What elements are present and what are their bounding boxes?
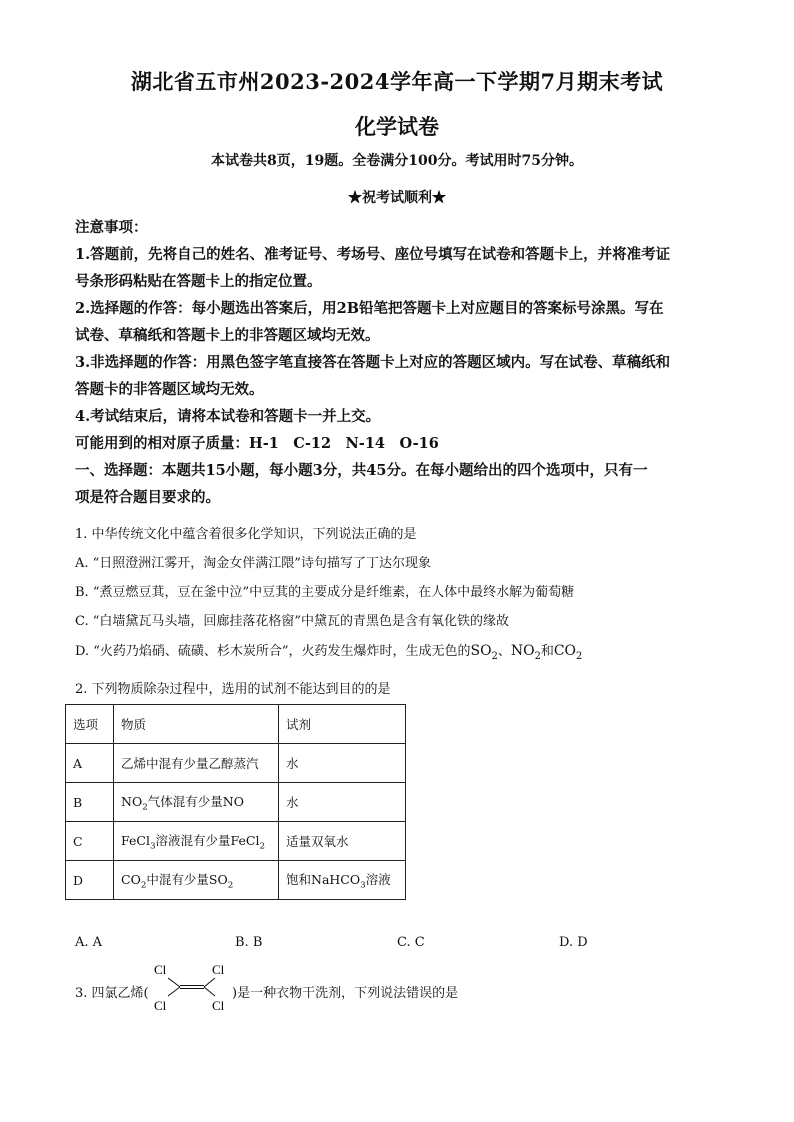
- answer-option-d: D. D: [559, 935, 588, 950]
- row-reagent: 适量双氧水: [279, 822, 406, 861]
- atom-cl: Cl: [154, 962, 167, 977]
- question-stem: 1. 中华传统文化中蕴含着很多化学知识，下列说法正确的是: [75, 527, 417, 542]
- instructions-heading: 注意事项：: [75, 219, 148, 236]
- row-substance: 乙烯中混有少量乙醇蒸汽: [114, 744, 279, 783]
- atom-cl: Cl: [212, 962, 225, 977]
- question-2-stem: 2. 下列物质除杂过程中，选用的试剂不能达到目的的是: [75, 682, 391, 697]
- question-3-prefix: 3. 四氯乙烯(: [75, 986, 149, 1001]
- instruction-line: 1.答题前，先将自己的姓名、准考证号、考场号、座位号填写在试卷和答题卡上，并将准考证: [75, 246, 671, 263]
- section-heading: 一、选择题：本题共15小题，每小题3分，共45分。在每小题给出的四个选项中，只有一: [75, 462, 648, 479]
- option-a: A. “日照澄洲江雾开，淘金女伴满江隈”诗句描写了丁达尔现象: [75, 556, 431, 571]
- instruction-line: 2.选择题的作答：每小题选出答案后，用2B铅笔把答题卡上对应题目的答案标号涂黑。写在: [75, 300, 664, 317]
- question-1: [75, 526, 735, 671]
- answer-option-b: B. B: [235, 935, 263, 950]
- table-header-row: [66, 705, 406, 744]
- option-b: B. “煮豆燃豆萁，豆在釜中泣”中豆萁的主要成分是纤维素，在人体中最终水解为葡萄糖: [75, 585, 575, 600]
- question-3-suffix: )是一种衣物干洗剂，下列说法错误的是: [232, 986, 459, 1001]
- tetrachloroethylene-structure: [152, 962, 238, 1012]
- subject-title: 化学试卷: [355, 114, 439, 139]
- answer-option-c: C. C: [397, 935, 425, 950]
- atom-cl: Cl: [212, 998, 225, 1012]
- row-substance: $CO_2$中混有少量$SO_2$: [114, 861, 279, 900]
- header-substance: 物质: [114, 705, 279, 744]
- exam-wish: ★祝考试顺利★: [348, 190, 446, 206]
- header-reagent: 试剂: [279, 705, 406, 744]
- instruction-line: 4.考试结束后，请将本试卷和答题卡一并上交。: [75, 408, 381, 425]
- table-row: [66, 822, 406, 861]
- exam-title: 湖北省五市州2023-2024学年高一下学期7月期末考试: [130, 69, 664, 94]
- row-substance: $NO_2$气体混有少量NO: [114, 783, 279, 822]
- instruction-line: 试卷、草稿纸和答题卡上的非答题区域均无效。: [75, 327, 380, 344]
- option-d-text: D. “火药乃焰硝、硫磺、杉木炭所合”，火药发生爆炸时，生成无色的: [75, 644, 471, 659]
- formula-co2: $CO_2$: [553, 643, 583, 662]
- option-c: C. “白墙黛瓦马头墙，回廊挂落花格窗”中黛瓦的青黑色是含有氧化铁的缘故: [75, 614, 510, 629]
- purification-table: [65, 704, 406, 900]
- table-row: [66, 861, 406, 900]
- table-row: [66, 783, 406, 822]
- row-option: D: [66, 861, 114, 900]
- option-d: [75, 642, 735, 671]
- section-heading-cont: 项是符合题目要求的。: [75, 489, 220, 506]
- table-row: [66, 744, 406, 783]
- separator: 、: [497, 644, 511, 659]
- atomic-masses: 可能用到的相对原子质量：H-1 C-12 N-14 O-16: [75, 435, 439, 452]
- instruction-line: 号条形码粘贴在答题卡上的指定位置。: [75, 273, 322, 290]
- formula-so2: $SO_2$: [470, 643, 498, 662]
- instructions: [75, 214, 725, 511]
- formula-no2: $NO_2$: [510, 643, 541, 662]
- instruction-line: 3.非选择题的作答：用黑色签字笔直接答在答题卡上对应的答题区域内。写在试卷、草稿纸和: [75, 354, 671, 371]
- conjunction: 和: [540, 644, 554, 659]
- row-reagent: 水: [279, 744, 406, 783]
- row-option: C: [66, 822, 114, 861]
- row-reagent: 饱和NaHCO$_3$溶液: [279, 861, 406, 900]
- atom-cl: Cl: [154, 998, 167, 1012]
- row-option: B: [66, 783, 114, 822]
- answer-option-a: A. A: [75, 935, 103, 950]
- row-substance: FeCl$_3$溶液混有少量FeCl$_2$: [114, 822, 279, 861]
- instruction-line: 答题卡的非答题区域均无效。: [75, 381, 264, 398]
- exam-info: 本试卷共8页，19题。全卷满分100分。考试用时75分钟。: [211, 153, 583, 169]
- header-option: 选项: [66, 705, 114, 744]
- row-reagent: 水: [279, 783, 406, 822]
- row-option: A: [66, 744, 114, 783]
